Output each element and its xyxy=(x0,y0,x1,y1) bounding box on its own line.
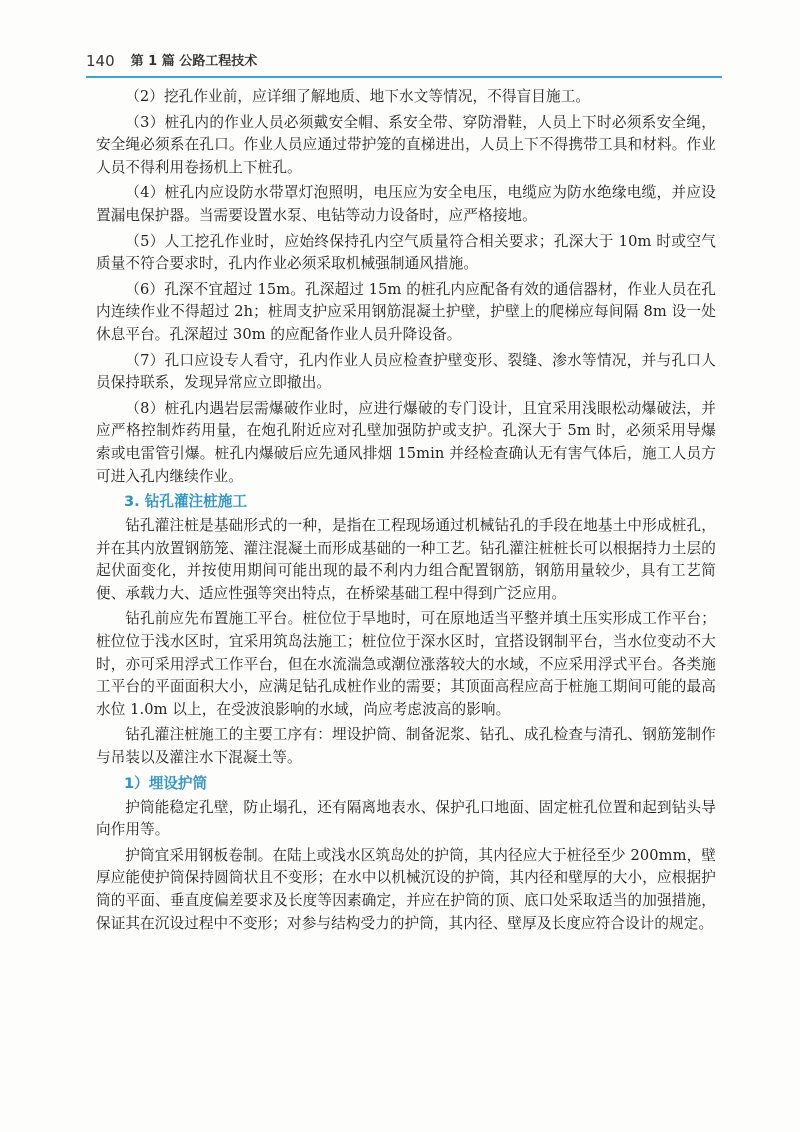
heading-bored-pile: 3. 钻孔灌注桩施工 xyxy=(124,493,247,511)
paragraph-item-4: （4）桩孔内应设防水带罩灯泡照明，电压应为安全电压，电缆应为防水绝缘电缆，并应设置漏电保护器。当需要设置水泵、电钻等动力设备时，应严格接地。 xyxy=(96,184,716,224)
page-number: 140 xyxy=(86,52,115,70)
paragraph-item-7: （7）孔口应设专人看守，孔内作业人员应检查护壁变形、裂缝、渗水等情况，并与孔口人员保持联系，发现异常应立即撤出。 xyxy=(96,351,716,392)
paragraph-item-2: （2）挖孔作业前，应详细了解地质、地下水文等情况，不得盲目施工。 xyxy=(125,88,591,105)
paragraph-platform: 钻孔前应先布置施工平台。桩位位于旱地时，可在原地适当平整并填土压实形成工作平台；桩位位于浅水区时，宜采用筑岛法施工；桩位位于深水区时，宜搭设钢制平台，当水位变动不大时，亦可采用浮式工作平台，但在水流湍急或潮位涨落较大的水域，不应采用浮式平台。各类施工平台的平面面积大小，应满足钻孔成桩作业的需要；其顶面高程应高于桩施工期间可能的最高水位 1.0m 以上，在受波浪影响的水域，尚应考虑波高的影响。 xyxy=(96,610,716,718)
paragraph-item-8: （8）桩孔内遇岩层需爆破作业时，应进行爆破的专门设计，且宜采用浅眼松动爆破法，并应严格控制炸药用量，在炮孔附近应对孔壁加强防护或支护。孔深大于 5m 时，必须采用导爆索或电雷管引爆。桩孔内爆破后应先通风排烟 15min 并经检查确认无有害气体后，施工人员方可进入孔内继续作业。 xyxy=(96,399,716,485)
page-header xyxy=(86,44,722,78)
heading-casing: 1）埋设护筒 xyxy=(124,774,208,792)
paragraph-casing-material: 护筒宜采用钢板卷制。在陆上或浅水区筑岛处的护筒，其内径应大于桩径至少 200mm，壁厚应能使护筒保持圆筒状且不变形；在水中以机械沉设的护筒，其内径和壁厚的大小，应根据护筒的平面、垂直度偏差要求及长度等因素确定，并应在护筒的顶、底口处采取适当的加强措施，保证其在沉设过程中不变形；对参与结构受力的护筒，其内径、壁厚及长度应符合设计的规定。 xyxy=(96,846,716,932)
paragraph-item-5: （5）人工挖孔作业时，应始终保持孔内空气质量符合相关要求；孔深大于 10m 时或空气质量不符合要求时，孔内作业必须采取机械强制通风措施。 xyxy=(96,232,716,273)
page-body xyxy=(96,86,716,938)
paragraph-casing-function: 护筒能稳定孔壁，防止塌孔，还有隔离地表水、保护孔口地面、固定桩孔位置和起到钻头导向作用等。 xyxy=(96,798,716,839)
paragraph-procedures: 钻孔灌注桩施工的主要工序有：埋设护筒、制备泥浆、钻孔、成孔检查与清孔、钢筋笼制作与吊装以及灌注水下混凝土等。 xyxy=(96,726,716,767)
section-title: 第 1 篇 公路工程技术 xyxy=(130,54,258,69)
paragraph-item-3: （3）桩孔内的作业人员必须戴安全帽、系安全带、穿防滑鞋，人员上下时必须系安全绳，安全绳必须系在孔口。作业人员应通过带护笼的直梯进出，人员上下不得携带工具和材料。作业人员不得利用卷扬机上下桩孔。 xyxy=(96,113,716,176)
paragraph-intro: 钻孔灌注桩是基础形式的一种，是指在工程现场通过机械钻孔的手段在地基土中形成桩孔，并在其内放置钢筋笼、灌注混凝土而形成基础的一种工艺。钻孔灌注桩桩长可以根据持力土层的起伏面变化，并按使用期间可能出现的最不利内力组合配置钢筋，钢筋用量较少，具有工艺简便、承载力大、适应性强等突出特点，在桥梁基础工程中得到广泛应用。 xyxy=(96,517,716,602)
paragraph-item-6: （6）孔深不宜超过 15m。孔深超过 15m 的桩孔内应配备有效的通信器材，作业人员在孔内连续作业不得超过 2h；桩周支护应采用钢筋混凝土护壁，护壁上的爬梯应每间隔 8m 设一处休息平台。孔深超过 30m 的应配备作业人员升降设备。 xyxy=(96,280,716,343)
